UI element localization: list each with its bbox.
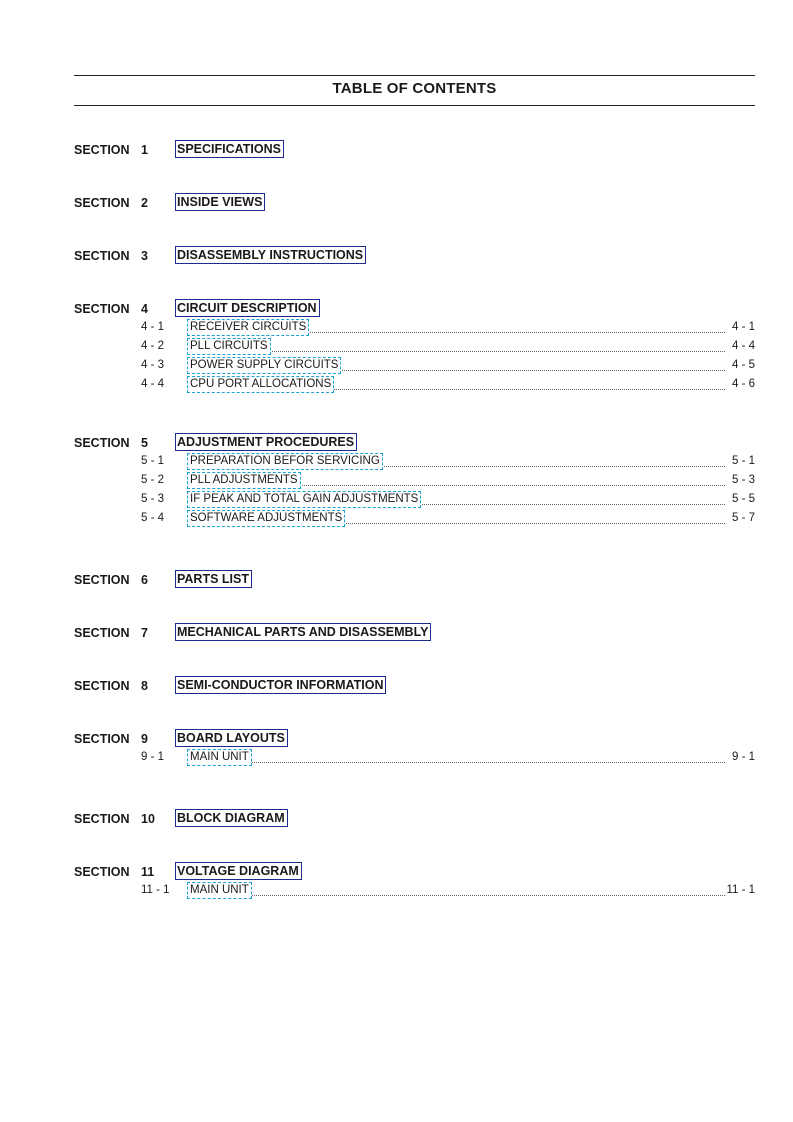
section-heading — [74, 299, 755, 319]
subsection-row — [74, 472, 755, 491]
subsection-row — [74, 357, 755, 376]
toc-section — [74, 862, 755, 901]
subsection-number: 5 - 4 — [141, 512, 165, 524]
section-heading — [74, 140, 755, 160]
page-number: 4 - 5 — [731, 359, 755, 371]
section-label: SECTION — [74, 436, 130, 450]
section-number: 2 — [141, 196, 148, 210]
page-number: 9 - 1 — [731, 751, 755, 763]
section-title-link[interactable]: PARTS LIST — [175, 570, 252, 588]
subsection-list — [74, 453, 755, 529]
subsection-row — [74, 491, 755, 510]
section-title-link[interactable]: CIRCUIT DESCRIPTION — [175, 299, 320, 317]
section-title-link[interactable]: ADJUSTMENT PROCEDURES — [175, 433, 357, 451]
subsection-list — [74, 749, 755, 768]
section-heading — [74, 862, 755, 882]
section-title-link[interactable]: SEMI-CONDUCTOR INFORMATION — [175, 676, 386, 694]
subsection-list — [74, 319, 755, 395]
section-title-link[interactable]: SPECIFICATIONS — [175, 140, 284, 158]
subsection-row — [74, 376, 755, 395]
subsection-number: 11 - 1 — [141, 884, 170, 896]
toc-section — [74, 809, 755, 829]
toc-section — [74, 193, 755, 213]
section-number: 11 — [141, 865, 155, 879]
subsection-title-link[interactable]: MAIN UNIT — [187, 749, 252, 766]
subsection-title-link[interactable]: POWER SUPPLY CIRCUITS — [187, 357, 341, 374]
section-title-link[interactable]: BLOCK DIAGRAM — [175, 809, 288, 827]
section-heading — [74, 623, 755, 643]
subsection-title-link[interactable]: CPU PORT ALLOCATIONS — [187, 376, 334, 393]
section-number: 5 — [141, 436, 148, 450]
section-title-link[interactable]: VOLTAGE DIAGRAM — [175, 862, 302, 880]
section-label: SECTION — [74, 732, 130, 746]
subsection-number: 4 - 1 — [141, 321, 165, 333]
section-label: SECTION — [74, 865, 130, 879]
section-number: 1 — [141, 143, 148, 157]
dot-leader — [187, 895, 725, 896]
subsection-number: 5 - 1 — [141, 455, 165, 467]
page-number: 5 - 7 — [731, 512, 755, 524]
subsection-number: 4 - 3 — [141, 359, 165, 371]
toc-section — [74, 140, 755, 160]
subsection-row — [74, 510, 755, 529]
page-number: 5 - 3 — [731, 474, 755, 486]
subsection-title-link[interactable]: IF PEAK AND TOTAL GAIN ADJUSTMENTS — [187, 491, 421, 508]
section-label: SECTION — [74, 812, 130, 826]
section-number: 10 — [141, 812, 155, 826]
section-number: 9 — [141, 732, 148, 746]
bottom-rule — [74, 105, 755, 106]
toc-section — [74, 299, 755, 395]
subsection-title-link[interactable]: RECEIVER CIRCUITS — [187, 319, 309, 336]
subsection-title-link[interactable]: PLL ADJUSTMENTS — [187, 472, 301, 489]
page-number: 4 - 6 — [731, 378, 755, 390]
page-number: 5 - 1 — [731, 455, 755, 467]
section-heading — [74, 729, 755, 749]
section-heading — [74, 246, 755, 266]
toc-section — [74, 433, 755, 529]
subsection-number: 4 - 2 — [141, 340, 165, 352]
section-number: 3 — [141, 249, 148, 263]
subsection-number: 4 - 4 — [141, 378, 165, 390]
section-heading — [74, 570, 755, 590]
section-label: SECTION — [74, 249, 130, 263]
section-heading — [74, 809, 755, 829]
toc-section — [74, 246, 755, 266]
subsection-row — [74, 453, 755, 472]
section-number: 4 — [141, 302, 148, 316]
section-label: SECTION — [74, 573, 130, 587]
page-number: 4 - 4 — [731, 340, 755, 352]
section-number: 6 — [141, 573, 148, 587]
subsection-row — [74, 319, 755, 338]
section-label: SECTION — [74, 143, 130, 157]
section-title-link[interactable]: DISASSEMBLY INSTRUCTIONS — [175, 246, 366, 264]
subsection-title-link[interactable]: PREPARATION BEFOR SERVICING — [187, 453, 383, 470]
section-heading — [74, 433, 755, 453]
toc-section — [74, 676, 755, 696]
section-title-link[interactable]: BOARD LAYOUTS — [175, 729, 288, 747]
section-title-link[interactable]: INSIDE VIEWS — [175, 193, 265, 211]
section-title-link[interactable]: MECHANICAL PARTS AND DISASSEMBLY — [175, 623, 431, 641]
subsection-number: 9 - 1 — [141, 751, 165, 763]
subsection-number: 5 - 2 — [141, 474, 165, 486]
section-label: SECTION — [74, 626, 130, 640]
subsection-row — [74, 749, 755, 768]
subsection-row — [74, 338, 755, 357]
section-label: SECTION — [74, 679, 130, 693]
page-number: 5 - 5 — [731, 493, 755, 505]
subsection-number: 5 - 3 — [141, 493, 165, 505]
toc-section — [74, 570, 755, 590]
page-number: 4 - 1 — [731, 321, 755, 333]
section-heading — [74, 193, 755, 213]
page-number: 11 - 1 — [726, 884, 755, 896]
toc-section — [74, 729, 755, 768]
subsection-title-link[interactable]: SOFTWARE ADJUSTMENTS — [187, 510, 345, 527]
subsection-title-link[interactable]: PLL CIRCUITS — [187, 338, 271, 355]
section-heading — [74, 676, 755, 696]
subsection-row — [74, 882, 755, 901]
page-title: TABLE OF CONTENTS — [332, 80, 497, 97]
dot-leader — [187, 762, 725, 763]
section-number: 8 — [141, 679, 148, 693]
section-label: SECTION — [74, 302, 130, 316]
top-rule — [74, 75, 755, 76]
section-number: 7 — [141, 626, 148, 640]
section-label: SECTION — [74, 196, 130, 210]
subsection-list — [74, 882, 755, 901]
toc-section — [74, 623, 755, 643]
subsection-title-link[interactable]: MAIN UNIT — [187, 882, 252, 899]
